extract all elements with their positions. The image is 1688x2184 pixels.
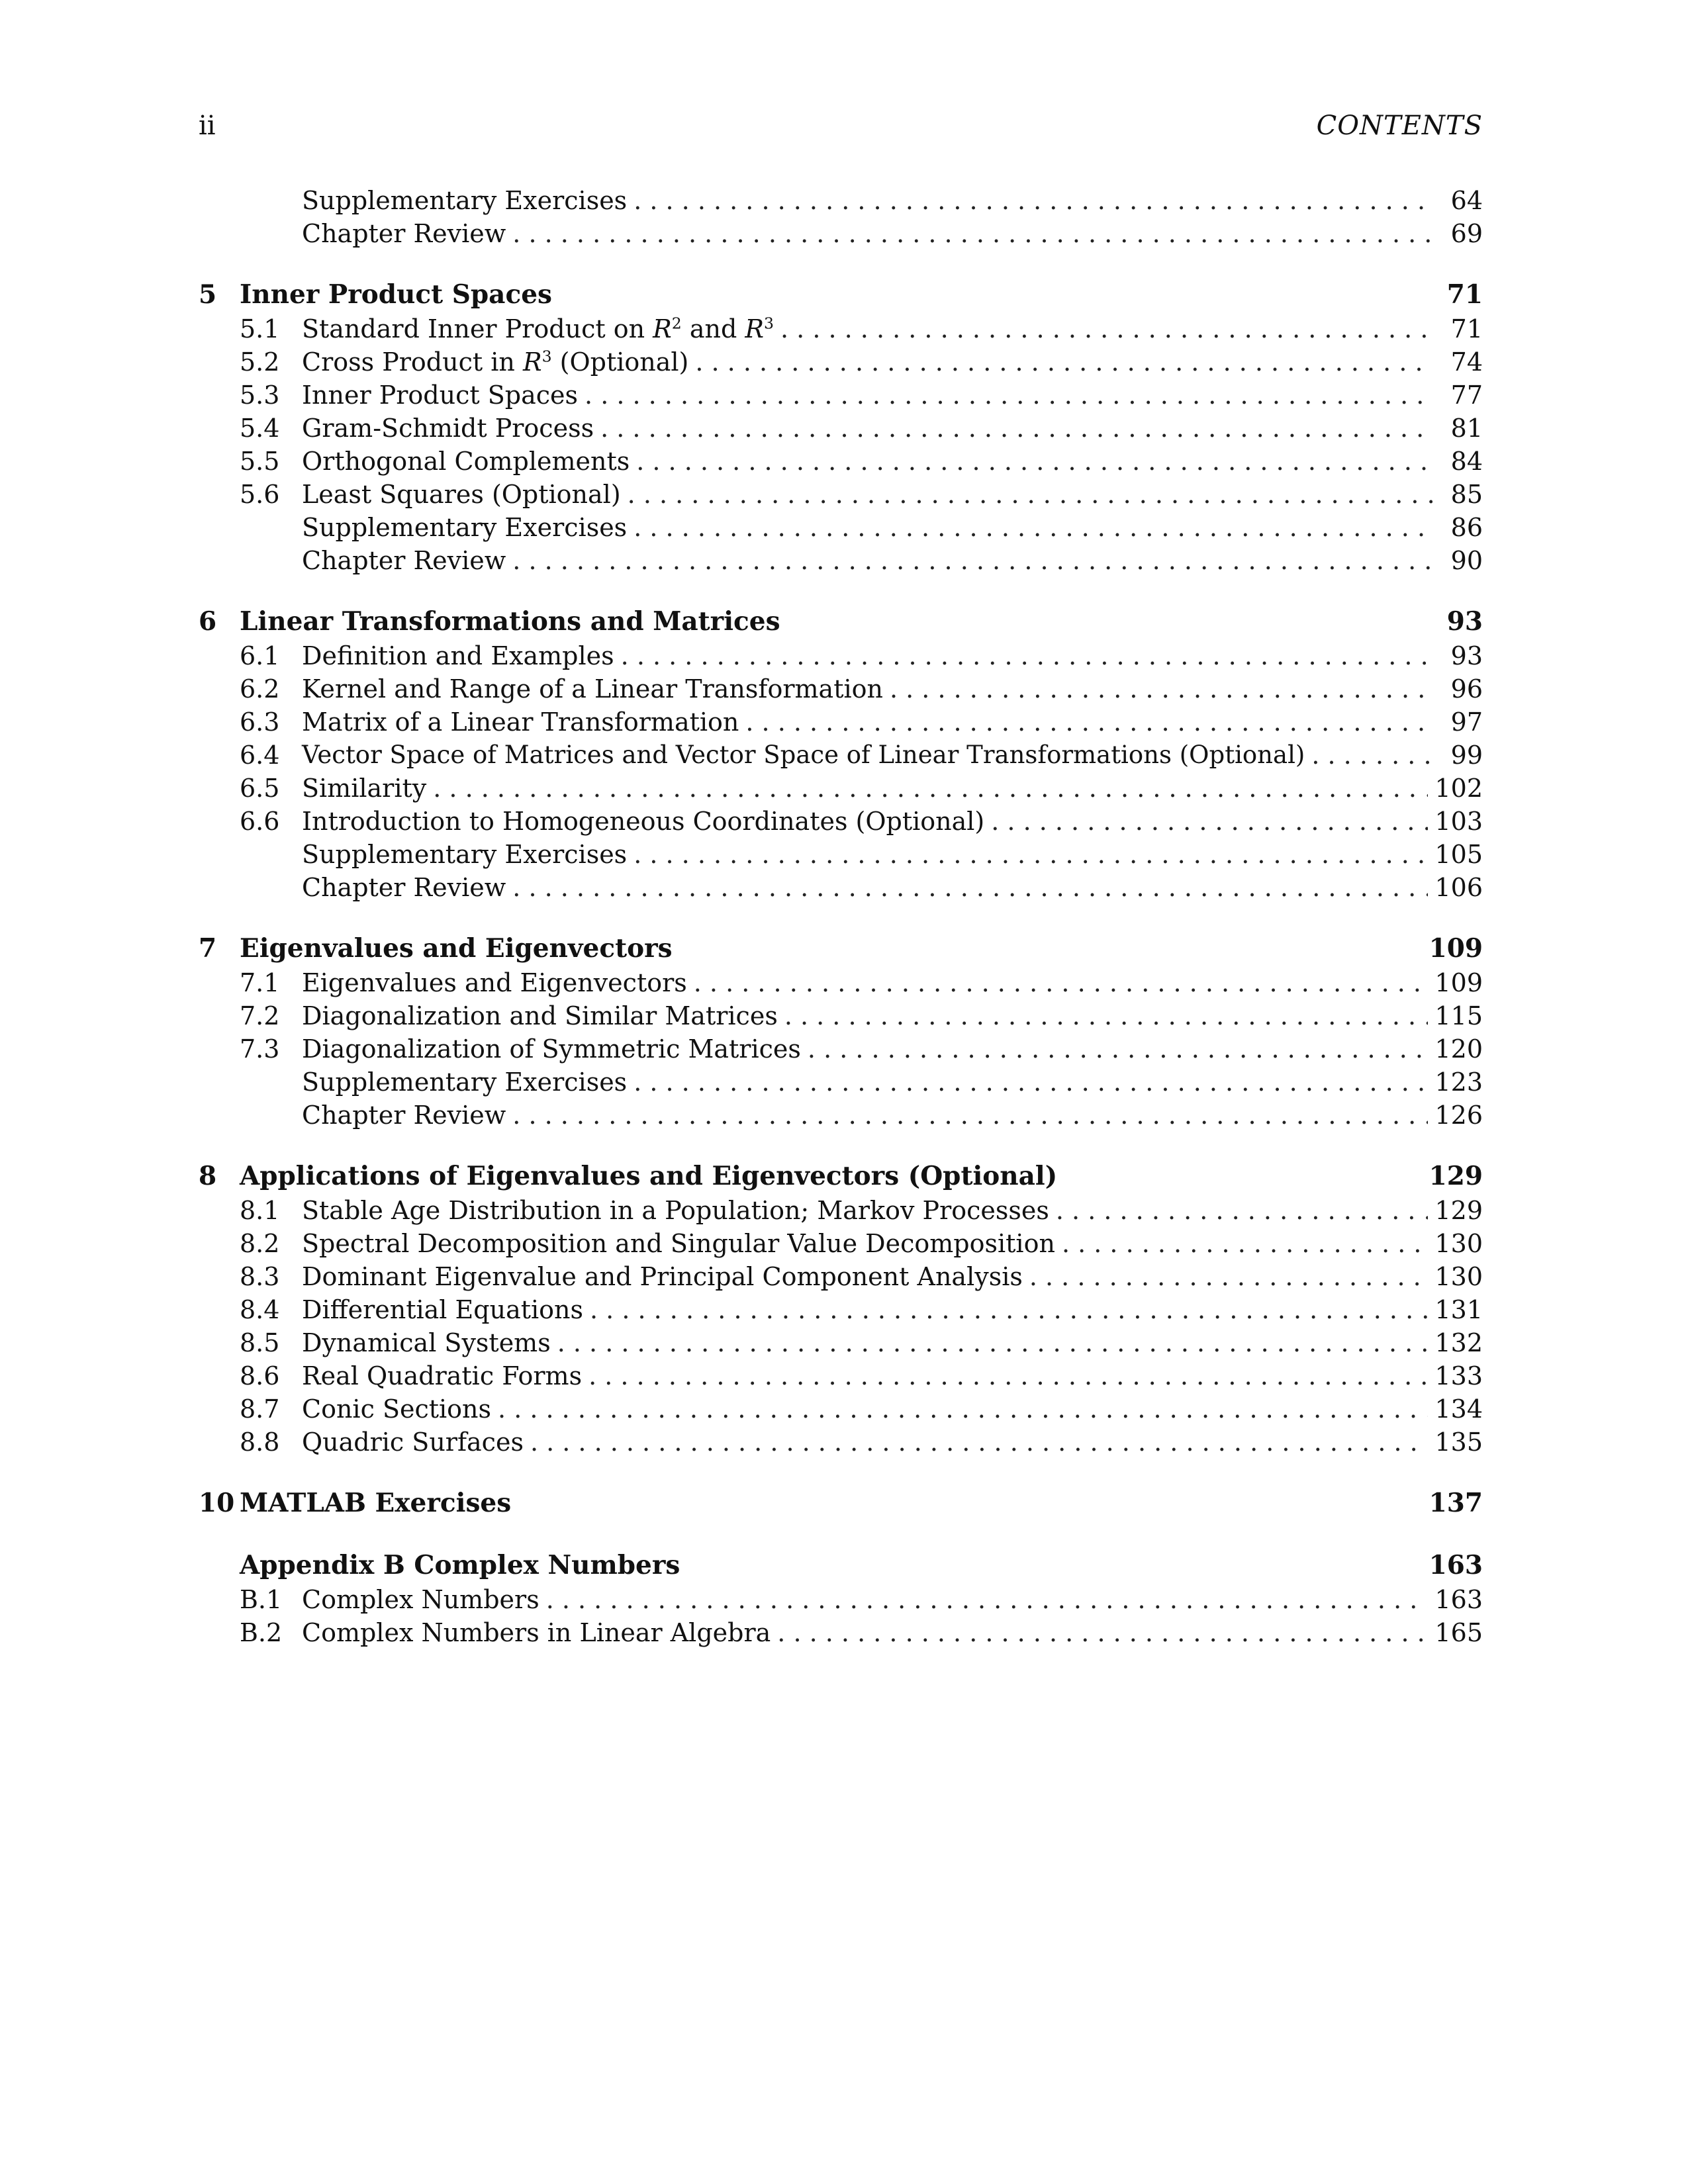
entry-page: 77 <box>1432 379 1483 412</box>
toc-entry[interactable] <box>199 1359 1483 1392</box>
entry-title: Chapter Review <box>302 217 512 250</box>
section-number: 8.7 <box>240 1394 280 1424</box>
toc-entry[interactable] <box>199 217 1483 250</box>
toc-entry[interactable] <box>199 511 1483 544</box>
chapter-title: MATLAB Exercises <box>240 1488 512 1518</box>
section-number: 6.5 <box>240 774 280 803</box>
entry-title: Real Quadratic Forms <box>302 1359 588 1392</box>
entry-title: Diagonalization and Similar Matrices <box>302 999 784 1032</box>
chapter-page: 93 <box>1446 606 1483 637</box>
toc-entry[interactable] <box>199 838 1483 871</box>
chapter-heading-7[interactable] <box>199 931 1483 966</box>
toc-entry[interactable] <box>199 445 1483 478</box>
toc-entry[interactable] <box>199 1099 1483 1132</box>
chapter-page: 129 <box>1429 1161 1483 1191</box>
entry-page: 105 <box>1428 838 1483 871</box>
chapter-title: Inner Product Spaces <box>240 279 552 310</box>
table-of-contents <box>199 184 1483 1649</box>
chapter-number: 8 <box>199 1161 217 1191</box>
running-title: CONTENTS <box>1316 111 1483 141</box>
entry-title: Chapter Review <box>302 1099 512 1132</box>
section-number: 7.2 <box>240 1001 280 1030</box>
entry-title: Kernel and Range of a Linear Transformation <box>302 672 890 705</box>
toc-entry[interactable] <box>199 1426 1483 1459</box>
toc-entry[interactable] <box>199 312 1483 345</box>
entry-title: Least Squares (Optional) <box>302 478 628 511</box>
entry-page: 81 <box>1432 412 1483 445</box>
section-number: 6.6 <box>240 807 280 836</box>
entry-title: Vector Space of Matrices and Vector Space of Linear Transformations (Optional) <box>302 739 1311 772</box>
chapter-page: 137 <box>1429 1488 1483 1518</box>
toc-entry[interactable] <box>199 544 1483 577</box>
section-number: 5.1 <box>240 314 280 343</box>
entry-title: Chapter Review <box>302 544 512 577</box>
entry-page: 135 <box>1428 1426 1483 1459</box>
entry-page: 74 <box>1432 345 1483 379</box>
section-number: 5.3 <box>240 381 280 410</box>
entry-title: Eigenvalues and Eigenvectors <box>302 966 694 999</box>
section-number: 5.2 <box>240 347 280 377</box>
chapter-number: 7 <box>199 933 217 964</box>
toc-entry[interactable] <box>199 672 1483 705</box>
entry-page: 90 <box>1432 544 1483 577</box>
entry-page: 130 <box>1428 1227 1483 1260</box>
entry-page: 134 <box>1428 1392 1483 1426</box>
toc-entry[interactable] <box>199 705 1483 739</box>
toc-entry[interactable] <box>199 966 1483 999</box>
entry-title: Gram-Schmidt Process <box>302 412 600 445</box>
toc-entry[interactable] <box>199 412 1483 445</box>
entry-title: Inner Product Spaces <box>302 379 585 412</box>
toc-entry[interactable] <box>199 639 1483 672</box>
section-number: 5.6 <box>240 480 280 509</box>
entry-title: Standard Inner Product on $R^2$ and $R^3$ <box>302 312 780 345</box>
toc-entry[interactable] <box>199 1032 1483 1066</box>
entry-title: Supplementary Exercises <box>302 1066 633 1099</box>
section-number: 8.6 <box>240 1361 280 1390</box>
toc-entry[interactable] <box>199 345 1483 379</box>
section-number: 7.1 <box>240 968 280 997</box>
entry-title: Matrix of a Linear Transformation <box>302 705 745 739</box>
section-number: 7.3 <box>240 1034 280 1064</box>
entry-title: Dominant Eigenvalue and Principal Component Analysis <box>302 1260 1029 1293</box>
entry-page: 163 <box>1428 1583 1483 1616</box>
chapter-page: 109 <box>1429 933 1483 964</box>
toc-entry[interactable] <box>199 379 1483 412</box>
entry-page: 165 <box>1428 1616 1483 1649</box>
entry-title: Supplementary Exercises <box>302 511 633 544</box>
section-number: 6.4 <box>240 741 280 770</box>
entry-title: Similarity <box>302 772 433 805</box>
chapter-number: 10 <box>199 1488 235 1518</box>
toc-entry[interactable] <box>199 1066 1483 1099</box>
toc-entry[interactable] <box>199 1293 1483 1326</box>
section-number: 8.5 <box>240 1328 280 1357</box>
entry-title: Cross Product in $R^3$ (Optional) <box>302 345 695 379</box>
entry-page: 126 <box>1428 1099 1483 1132</box>
entry-page: 133 <box>1428 1359 1483 1392</box>
section-number: 8.3 <box>240 1262 280 1291</box>
page-number: ii <box>199 111 216 141</box>
section-number: 8.1 <box>240 1196 280 1225</box>
entry-page: 106 <box>1428 871 1483 904</box>
section-number: 8.4 <box>240 1295 280 1324</box>
chapter-heading-8[interactable] <box>199 1158 1483 1194</box>
entry-page: 84 <box>1432 445 1483 478</box>
entry-page: 109 <box>1428 966 1483 999</box>
toc-entry[interactable] <box>199 871 1483 904</box>
entry-title: Differential Equations <box>302 1293 590 1326</box>
entry-page: 86 <box>1432 511 1483 544</box>
section-number: 6.3 <box>240 707 280 737</box>
entry-title: Stable Age Distribution in a Population; Markov Processes <box>302 1194 1056 1227</box>
entry-page: 123 <box>1428 1066 1483 1099</box>
entry-page: 102 <box>1428 772 1483 805</box>
section-number: 5.5 <box>240 447 280 476</box>
chapter-page: 71 <box>1446 279 1483 310</box>
entry-title: Supplementary Exercises <box>302 838 633 871</box>
section-number: B.2 <box>240 1618 283 1647</box>
toc-entry[interactable] <box>199 739 1483 772</box>
toc-entry[interactable] <box>199 184 1483 217</box>
entry-page: 64 <box>1432 184 1483 217</box>
section-number: 8.2 <box>240 1229 280 1258</box>
entry-page: 130 <box>1428 1260 1483 1293</box>
toc-entry[interactable] <box>199 805 1483 838</box>
entry-page: 69 <box>1432 217 1483 250</box>
entry-page: 97 <box>1432 705 1483 739</box>
chapter-title: Eigenvalues and Eigenvectors <box>240 933 673 964</box>
entry-title: Introduction to Homogeneous Coordinates (Optional) <box>302 805 991 838</box>
chapter-title: Applications of Eigenvalues and Eigenvectors (Optional) <box>240 1161 1058 1191</box>
entry-page: 71 <box>1432 312 1483 345</box>
toc-entry[interactable] <box>199 772 1483 805</box>
entry-title: Conic Sections <box>302 1392 498 1426</box>
appendix-page: 163 <box>1429 1550 1483 1580</box>
entry-page: 103 <box>1428 805 1483 838</box>
toc-entry[interactable] <box>199 1260 1483 1293</box>
entry-page: 93 <box>1432 639 1483 672</box>
entry-page: 85 <box>1432 478 1483 511</box>
entry-title: Supplementary Exercises <box>302 184 633 217</box>
toc-entry[interactable] <box>199 1326 1483 1359</box>
toc-entry[interactable] <box>199 478 1483 511</box>
toc-entry[interactable] <box>199 1392 1483 1426</box>
chapter-heading-5[interactable] <box>199 277 1483 312</box>
entry-title: Quadric Surfaces <box>302 1426 530 1459</box>
appendix-title: Appendix B Complex Numbers <box>240 1550 680 1580</box>
chapter-number: 5 <box>199 279 217 310</box>
entry-page: 131 <box>1428 1293 1483 1326</box>
section-number: 6.1 <box>240 641 280 670</box>
appendix-heading-b[interactable] <box>199 1547 1483 1583</box>
section-number: 6.2 <box>240 674 280 704</box>
chapter-heading-6[interactable] <box>199 604 1483 639</box>
entry-page: 96 <box>1432 672 1483 705</box>
toc-entry[interactable] <box>199 1583 1483 1616</box>
entry-title: Definition and Examples <box>302 639 621 672</box>
toc-entry[interactable] <box>199 999 1483 1032</box>
entry-page: 120 <box>1428 1032 1483 1066</box>
section-number: 8.8 <box>240 1428 280 1457</box>
chapter-number: 6 <box>199 606 217 637</box>
chapter-title: Linear Transformations and Matrices <box>240 606 780 637</box>
chapter-heading-10[interactable] <box>199 1485 1483 1521</box>
entry-title: Orthogonal Complements <box>302 445 636 478</box>
toc-entry[interactable] <box>199 1227 1483 1260</box>
entry-title: Complex Numbers in Linear Algebra <box>302 1616 777 1649</box>
entry-page: 129 <box>1428 1194 1483 1227</box>
entry-title: Diagonalization of Symmetric Matrices <box>302 1032 808 1066</box>
section-number: 5.4 <box>240 414 280 443</box>
entry-page: 132 <box>1428 1326 1483 1359</box>
toc-entry[interactable] <box>199 1616 1483 1649</box>
entry-page: 99 <box>1432 739 1483 772</box>
section-number: B.1 <box>240 1585 283 1614</box>
entry-title: Dynamical Systems <box>302 1326 557 1359</box>
entry-title: Chapter Review <box>302 871 512 904</box>
entry-title: Complex Numbers <box>302 1583 546 1616</box>
entry-title: Spectral Decomposition and Singular Value Decomposition <box>302 1227 1062 1260</box>
entry-page: 115 <box>1428 999 1483 1032</box>
toc-entry[interactable] <box>199 1194 1483 1227</box>
running-head <box>199 107 1483 144</box>
